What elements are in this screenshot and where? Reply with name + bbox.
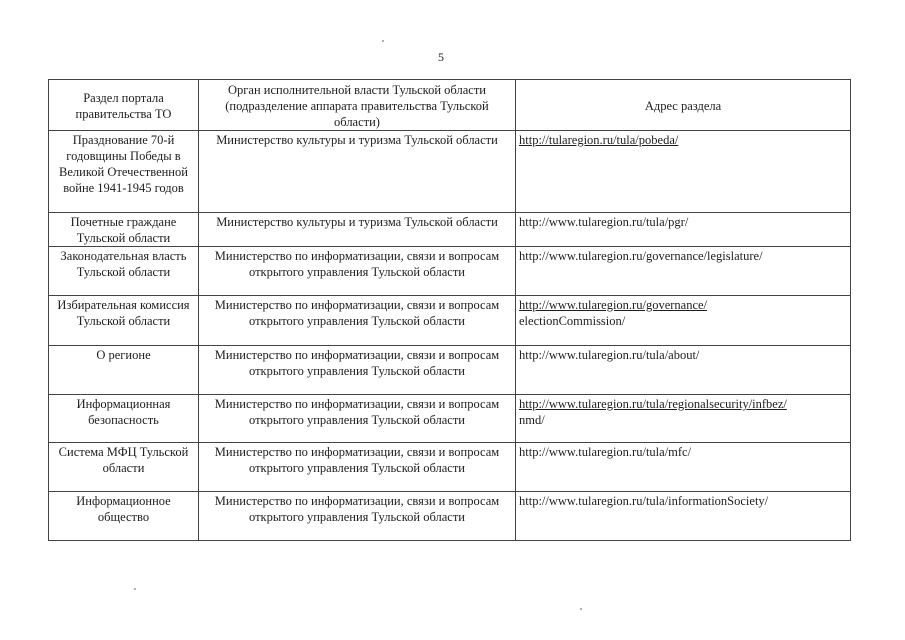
table-row: [49, 213, 851, 247]
organ-cell: Министерство по информатизации, связи и вопросам открытого управления Тульской области: [199, 296, 516, 346]
section-cell: О регионе: [49, 346, 199, 395]
page-number: 5: [438, 50, 444, 64]
table-row: [49, 395, 851, 443]
section-link[interactable]: http://www.tularegion.ru/tula/informationSociety/: [519, 494, 769, 508]
organ-cell: Министерство по информатизации, связи и вопросам открытого управления Тульской области: [199, 443, 516, 492]
section-link[interactable]: http://tularegion.ru/tula/pobeda/: [519, 133, 679, 147]
header-organ: Орган исполнительной власти Тульской области (подразделение аппарата правительства Тульской области): [199, 80, 516, 131]
organ-cell: Министерство по информатизации, связи и вопросам открытого управления Тульской области: [199, 492, 516, 541]
table-row: [49, 131, 851, 213]
section-cell: Информационное общество: [49, 492, 199, 541]
scan-speck: [134, 588, 136, 590]
organ-cell: Министерство по информатизации, связи и вопросам открытого управления Тульской области: [199, 346, 516, 395]
address-cell: [516, 443, 851, 492]
section-link-part2[interactable]: nmd/: [519, 413, 545, 427]
section-cell: Информационная безопасность: [49, 395, 199, 443]
section-link[interactable]: http://www.tularegion.ru/tula/mfc/: [519, 445, 692, 459]
section-cell: Система МФЦ Тульской области: [49, 443, 199, 492]
scan-speck: [382, 40, 384, 42]
table-header-row: [49, 80, 851, 131]
section-link[interactable]: http://www.tularegion.ru/tula/pgr/: [519, 215, 689, 229]
organ-cell: Министерство по информатизации, связи и вопросам открытого управления Тульской области: [199, 395, 516, 443]
organ-cell: Министерство культуры и туризма Тульской области: [199, 213, 516, 247]
section-link[interactable]: http://www.tularegion.ru/governance/legislature/: [519, 249, 763, 263]
section-cell: Избирательная комиссия Тульской области: [49, 296, 199, 346]
section-link-part1[interactable]: http://www.tularegion.ru/tula/regionalsecurity/infbez/: [519, 397, 787, 411]
address-cell: [516, 131, 851, 213]
address-cell: [516, 213, 851, 247]
section-link[interactable]: http://www.tularegion.ru/tula/about/: [519, 348, 700, 362]
header-section: Раздел портала правительства ТО: [49, 80, 199, 131]
section-cell: Почетные граждане Тульской области: [49, 213, 199, 247]
table-row: [49, 443, 851, 492]
organ-cell: Министерство по информатизации, связи и вопросам открытого управления Тульской области: [199, 247, 516, 296]
organ-cell: Министерство культуры и туризма Тульской области: [199, 131, 516, 213]
scan-speck: [580, 608, 582, 610]
section-cell: Законодательная власть Тульской области: [49, 247, 199, 296]
table-row: [49, 247, 851, 296]
section-link-part1[interactable]: http://www.tularegion.ru/governance/: [519, 298, 708, 312]
table-row: [49, 346, 851, 395]
section-cell: Празднование 70-й годовщины Победы в Великой Отечественной войне 1941-1945 годов: [49, 131, 199, 213]
address-cell: [516, 395, 851, 443]
table-row: [49, 296, 851, 346]
address-cell: [516, 296, 851, 346]
address-cell: [516, 247, 851, 296]
header-address: Адрес раздела: [516, 80, 851, 131]
address-cell: [516, 346, 851, 395]
address-cell: [516, 492, 851, 541]
portal-sections-table: [48, 79, 851, 541]
table-row: [49, 492, 851, 541]
section-link-part2[interactable]: electionCommission/: [519, 314, 626, 328]
